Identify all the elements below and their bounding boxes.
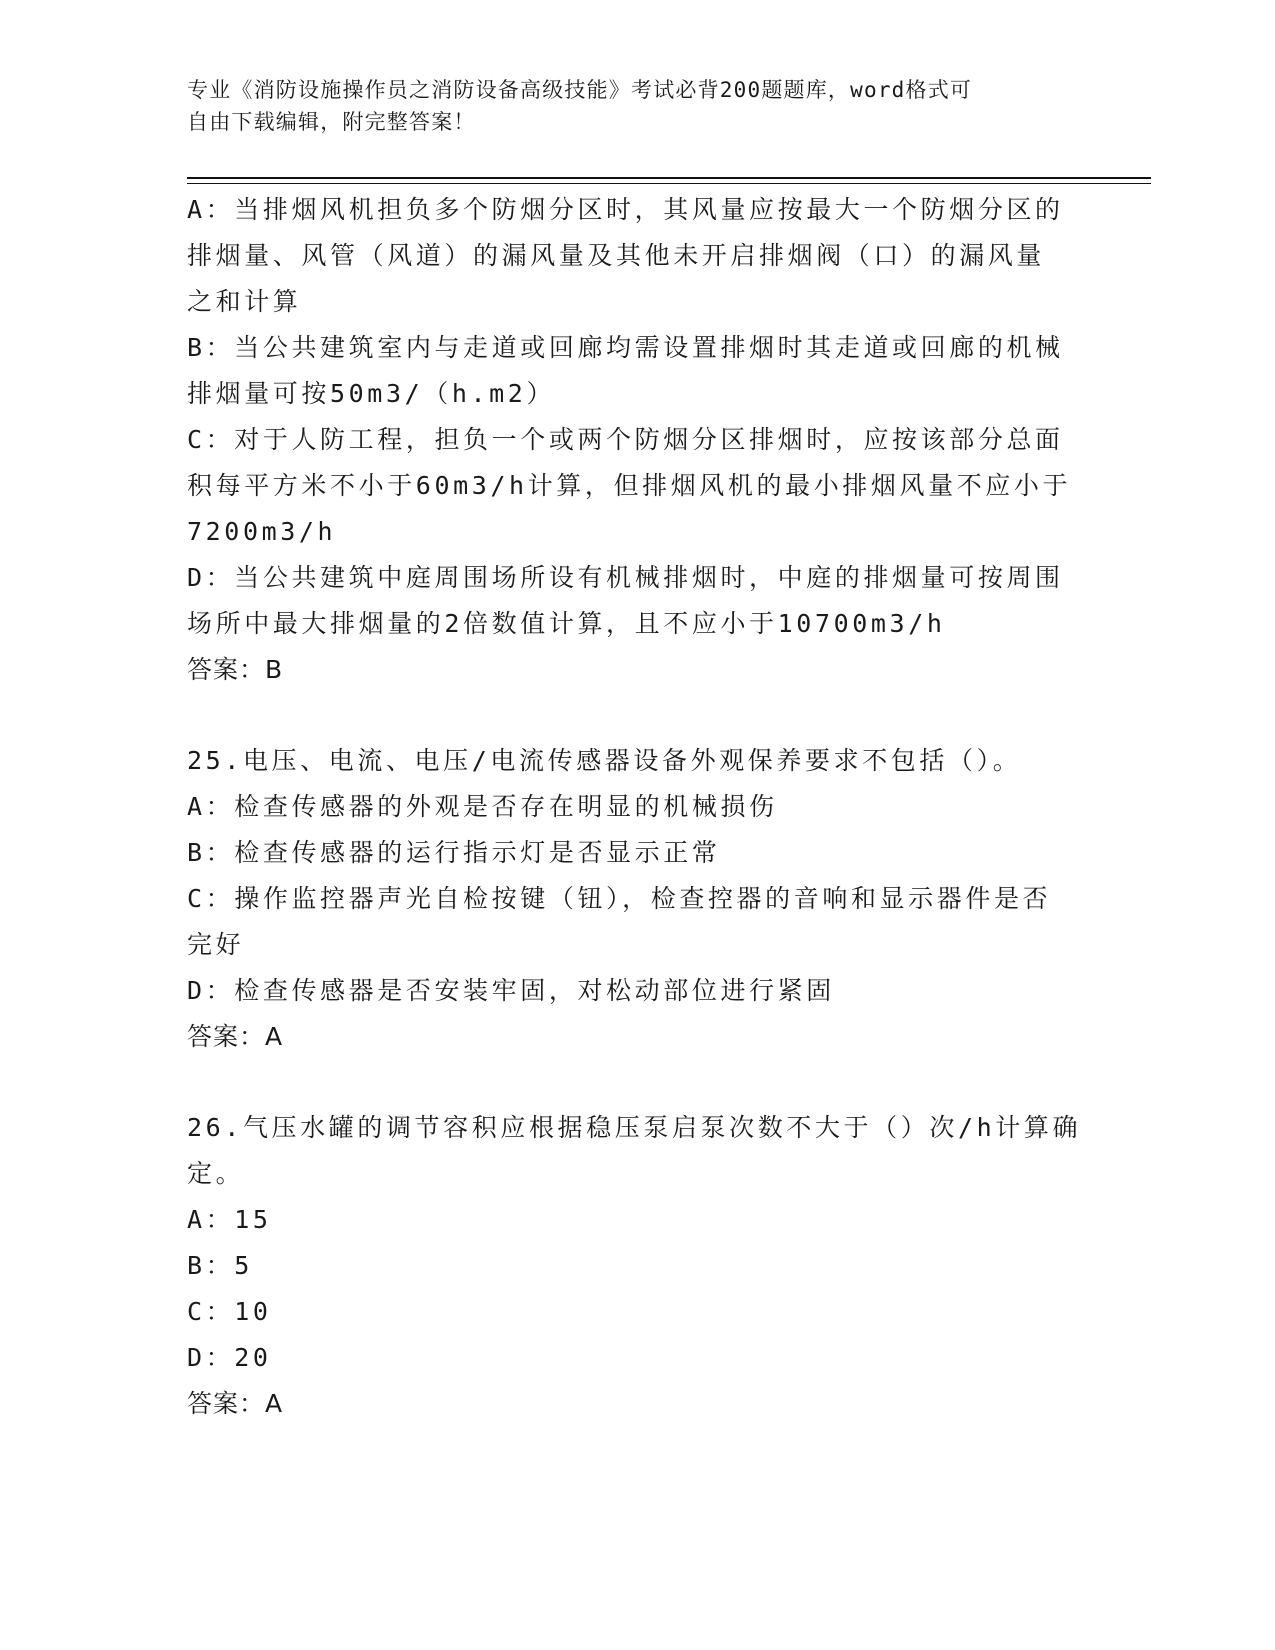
q26-option-c: C：10 [187,1297,272,1326]
header-divider-thick [187,177,1151,179]
document-header [187,74,1067,138]
q24-option-a-line-3: 之和计算 [187,287,302,316]
q26-option-b: B：5 [187,1251,253,1280]
q25-option-d: D：检查传感器是否安装牢固，对松动部位进行紧固 [187,976,835,1005]
spacer [187,1060,1087,1105]
question-25-block [187,738,1087,1060]
q25-option-c-line-2: 完好 [187,930,245,959]
header-title-line-1: 专业《消防设施操作员之消防设备高级技能》考试必背200题题库，word格式可 [187,78,973,102]
q24-option-b-line-1: B：当公共建筑室内与走道或回廊均需设置排烟时其走道或回廊的机械 [187,333,1064,362]
header-divider-thin [187,183,1151,184]
header-title-line-2: 自由下载编辑，附完整答案！ [187,110,476,134]
spacer [187,693,1087,738]
question-24-block [187,187,1087,693]
q25-answer: 答案：A [187,1022,284,1051]
q25-question-text: 25.电压、电流、电压/电流传感器设备外观保养要求不包括（）。 [187,746,1022,775]
q24-option-c-line-1: C：对于人防工程，担负一个或两个防烟分区排烟时，应按该部分总面 [187,425,1064,454]
q26-question-text-line-1: 26.气压水罐的调节容积应根据稳压泵启泵次数不大于（）次/h计算确 [187,1113,1082,1142]
q26-answer: 答案：A [187,1389,284,1418]
question-26-block [187,1105,1087,1427]
q24-option-b-line-2: 排烟量可按50m3/（h.m2） [187,379,556,408]
q24-answer: 答案：B [187,655,284,684]
question-list [187,187,1087,1427]
q24-option-d-line-2: 场所中最大排烟量的2倍数值计算，且不应小于10700m3/h [187,609,946,638]
q25-option-b: B：检查传感器的运行指示灯是否显示正常 [187,838,721,867]
q25-option-a: A：检查传感器的外观是否存在明显的机械损伤 [187,792,778,821]
q25-option-c-line-1: C：操作监控器声光自检按键（钮），检查控器的音响和显示器件是否 [187,884,1052,913]
q26-question-text-line-2: 定。 [187,1159,245,1188]
q24-option-c-line-3: 7200m3/h [187,517,337,546]
q24-option-a-line-2: 排烟量、风管（风道）的漏风量及其他未开启排烟阀（口）的漏风量 [187,241,1046,270]
q26-option-d: D：20 [187,1343,272,1372]
q26-option-a: A：15 [187,1205,272,1234]
q24-option-a-line-1: A：当排烟风机担负多个防烟分区时，其风量应按最大一个防烟分区的 [187,195,1064,224]
q24-option-d-line-1: D：当公共建筑中庭周围场所设有机械排烟时，中庭的排烟量可按周围 [187,563,1064,592]
q24-option-c-line-2: 积每平方米不小于60m3/h计算，但排烟风机的最小排烟风量不应小于 [187,471,1072,500]
